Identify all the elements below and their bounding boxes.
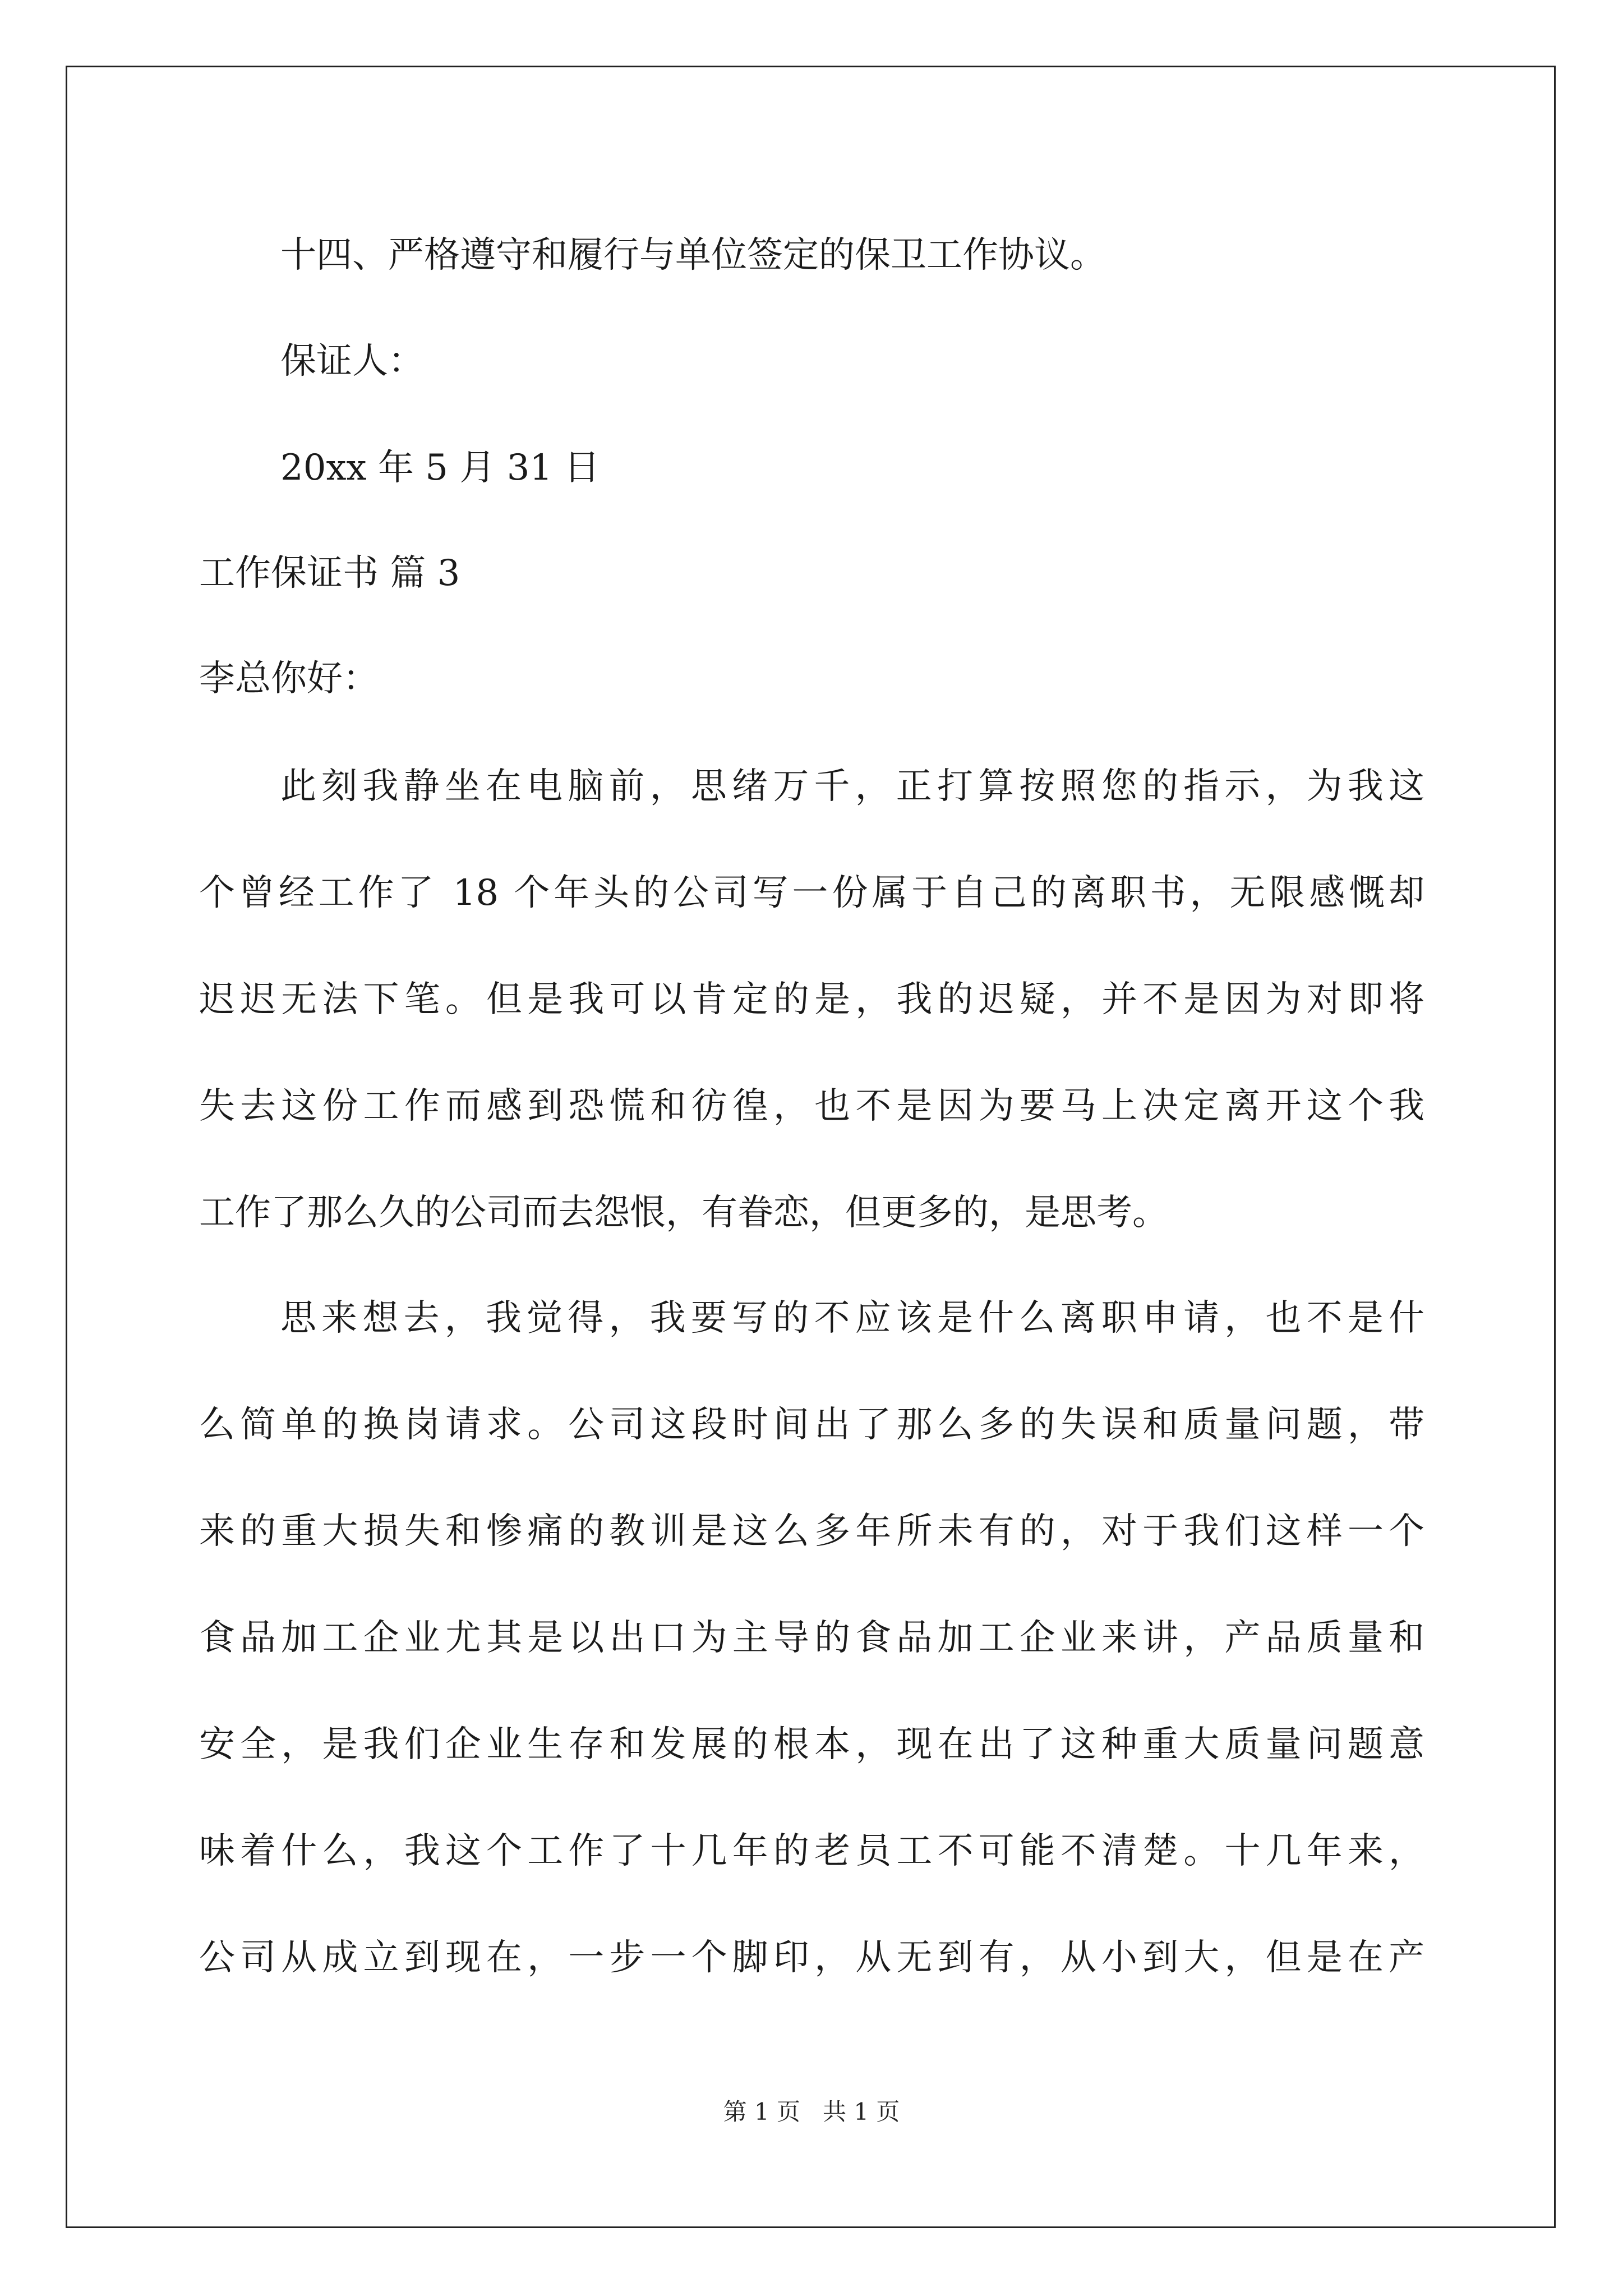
text-line: 食品加工企业尤其是以出口为主导的食品加工企业来讲，产品质量和	[199, 1617, 1424, 1659]
text-line: 工作了那么久的公司而去怨恨，有眷恋，但更多的，是思考。	[199, 1192, 1168, 1234]
salutation: 李总你好：	[199, 658, 379, 700]
page-number: 第 1 页	[723, 2098, 800, 2125]
text-line: 迟迟无法下笔。但是我可以肯定的是，我的迟疑，并不是因为对即将	[199, 979, 1424, 1020]
text-line: 公司从成立到现在，一步一个脚印，从无到有，从小到大，但是在产	[199, 1937, 1424, 1978]
page-border	[66, 66, 1556, 2228]
text-line: 么简单的换岗请求。公司这段时间出了那么多的失误和质量问题，带	[199, 1404, 1424, 1446]
text-line: 思来想去，我觉得，我要写的不应该是什么离职申请，也不是什	[280, 1297, 1424, 1339]
text-line: 十四、严格遵守和履行与单位签定的保卫工作协议。	[280, 234, 1106, 276]
text-line: 20xx 年 5 月 31 日	[280, 447, 600, 489]
page-total: 共 1 页	[823, 2098, 900, 2125]
section-heading: 工作保证书 篇 3	[199, 553, 460, 594]
text-line: 安全，是我们企业生存和发展的根本，现在出了这种重大质量问题意	[199, 1724, 1424, 1765]
text-line: 个曾经工作了 18 个年头的公司写一份属于自己的离职书，无限感慨却	[199, 872, 1424, 914]
page-footer	[0, 2100, 1623, 2124]
text-line: 味着什么，我这个工作了十几年的老员工不可能不清楚。十几年来，	[199, 1830, 1424, 1872]
text-line: 保证人：	[280, 341, 424, 382]
text-line: 此刻我静坐在电脑前，思绪万千，正打算按照您的指示，为我这	[280, 766, 1424, 807]
text-line: 失去这份工作而感到恐慌和彷徨，也不是因为要马上决定离开这个我	[199, 1085, 1424, 1127]
text-line: 来的重大损失和惨痛的教训是这么多年所未有的，对于我们这样一个	[199, 1511, 1424, 1552]
